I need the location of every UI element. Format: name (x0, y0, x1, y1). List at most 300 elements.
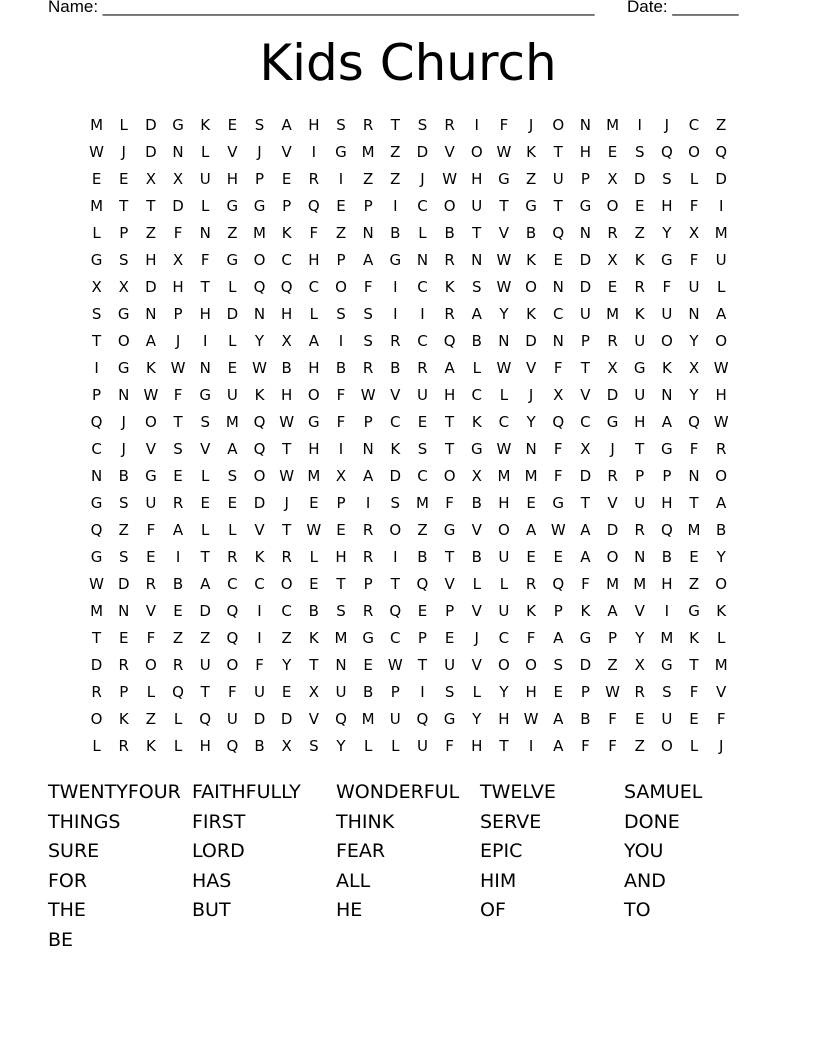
grid-letter: E (173, 602, 183, 620)
grid-letter: L (92, 224, 101, 242)
grid-letter: T (200, 683, 210, 701)
grid-letter: H (335, 548, 347, 566)
grid-letter: J (528, 116, 534, 134)
grid-letter: S (227, 467, 238, 485)
word-list-item: ALL (336, 869, 371, 892)
grid-letter: W (387, 656, 403, 674)
grid-letter: Q (552, 413, 565, 431)
grid-letter: A (553, 737, 564, 755)
grid-letter: F (608, 710, 617, 728)
grid-letter: G (443, 521, 456, 539)
grid-letter: D (389, 467, 402, 485)
grid-letter: Q (307, 197, 320, 215)
grid-letter: W (306, 521, 322, 539)
grid-letter: D (199, 602, 211, 620)
grid-letter: T (282, 521, 292, 539)
grid-letter: E (526, 494, 536, 512)
grid-letter: L (689, 737, 699, 755)
grid-letter: W (713, 359, 729, 377)
word-list-item: BUT (192, 899, 231, 922)
grid-letter: P (580, 332, 590, 350)
grid-letter: W (523, 710, 539, 728)
grid-letter: Z (688, 575, 700, 593)
grid-letter: U (416, 737, 428, 755)
grid-letter: G (90, 251, 103, 269)
grid-letter: J (284, 494, 289, 512)
grid-letter: E (336, 521, 346, 539)
grid-letter: A (172, 521, 184, 539)
word-list-item: SERVE (480, 810, 542, 833)
grid-letter: B (172, 575, 184, 593)
grid-letter: H (308, 359, 320, 377)
grid-letter: U (552, 170, 564, 188)
grid-letter: L (716, 278, 726, 296)
grid-letter: R (227, 548, 238, 566)
grid-letter: R (362, 548, 374, 566)
grid-letter: D (145, 116, 157, 134)
grid-letter: F (581, 737, 590, 755)
grid-letter: B (444, 224, 455, 242)
grid-letter: M (90, 197, 104, 215)
grid-letter: B (471, 494, 482, 512)
grid-letter: G (688, 602, 700, 620)
grid-letter: C (580, 413, 591, 431)
grid-letter: L (391, 737, 400, 755)
grid-letter: H (226, 170, 238, 188)
grid-letter: I (257, 629, 262, 647)
grid-letter: D (117, 575, 130, 593)
grid-letter: T (689, 656, 699, 674)
grid-letter: L (201, 143, 210, 161)
grid-letter: R (444, 116, 455, 134)
grid-letter: O (660, 737, 673, 755)
grid-letter: H (715, 386, 727, 404)
grid-letter: C (417, 278, 428, 296)
grid-letter: S (336, 305, 346, 323)
grid-letter: L (499, 386, 509, 404)
grid-letter: N (688, 305, 700, 323)
grid-letter: R (118, 656, 129, 674)
grid-letter: V (444, 143, 455, 161)
grid-letter: Z (525, 170, 537, 188)
grid-letter: E (607, 278, 618, 296)
grid-letter: W (252, 359, 267, 377)
grid-letter: B (471, 332, 482, 350)
grid-letter: F (228, 683, 237, 701)
grid-letter: Q (280, 278, 293, 296)
grid-letter: H (281, 305, 293, 323)
grid-letter: J (664, 116, 670, 134)
grid-letter: C (281, 251, 292, 269)
grid-letter: Z (716, 116, 727, 134)
grid-letter: V (525, 359, 537, 377)
grid-letter: U (688, 278, 700, 296)
grid-letter: C (498, 413, 510, 431)
grid-letter: T (553, 143, 563, 161)
word-list-item: DONE (624, 810, 680, 833)
grid-letter: F (173, 386, 183, 404)
word-list-item: THE (48, 899, 86, 922)
grid-letter: L (201, 521, 210, 539)
grid-row (83, 112, 735, 139)
grid-letter: P (173, 305, 183, 323)
grid-letter: V (634, 602, 645, 620)
grid-letter: N (552, 332, 564, 350)
grid-letter: T (472, 224, 482, 242)
grid-letter: X (172, 251, 184, 269)
grid-letter: C (254, 575, 265, 593)
grid-letter: R (634, 683, 645, 701)
grid-letter: X (688, 224, 700, 242)
grid-letter: M (225, 413, 239, 431)
word-list-item: LORD (192, 840, 245, 863)
grid-letter: F (608, 737, 617, 755)
grid-letter: K (634, 305, 645, 323)
grid-letter: R (362, 521, 374, 539)
grid-letter: D (633, 170, 646, 188)
grid-letter: I (393, 548, 398, 566)
grid-letter: S (553, 656, 563, 674)
grid-letter: L (689, 170, 699, 188)
grid-letter: A (471, 305, 482, 323)
word-list-item: YOU (624, 840, 664, 863)
grid-letter: T (580, 359, 590, 377)
grid-letter: Y (254, 332, 265, 350)
grid-letter: A (281, 116, 292, 134)
grid-letter: R (172, 656, 184, 674)
grid-letter: S (472, 278, 482, 296)
grid-letter: T (146, 197, 156, 215)
grid-letter: V (444, 575, 455, 593)
grid-letter: R (525, 575, 537, 593)
grid-letter: Q (660, 521, 673, 539)
grid-letter: R (390, 332, 401, 350)
grid-letter: L (228, 278, 237, 296)
grid-letter: D (145, 278, 157, 296)
grid-row (83, 166, 735, 193)
grid-letter: K (444, 278, 455, 296)
grid-letter: T (282, 440, 292, 458)
grid-letter: H (498, 494, 510, 512)
grid-letter: P (445, 602, 455, 620)
grid-letter: G (661, 656, 673, 674)
grid-letter: L (201, 197, 210, 215)
grid-letter: H (308, 440, 320, 458)
grid-letter: M (524, 467, 538, 485)
grid-letter: G (199, 386, 212, 404)
grid-letter: A (227, 440, 238, 458)
grid-letter: F (689, 197, 699, 215)
grid-letter: Z (363, 170, 374, 188)
grid-row (83, 706, 735, 733)
grid-letter: D (172, 197, 184, 215)
grid-letter: X (172, 170, 184, 188)
grid-letter: T (173, 413, 183, 431)
grid-letter: R (607, 467, 618, 485)
grid-letter: V (200, 440, 211, 458)
grid-letter: G (579, 629, 592, 647)
word-list-item: HE (336, 899, 363, 922)
grid-letter: E (444, 629, 455, 647)
grid-letter: A (716, 305, 727, 323)
grid-letter: Q (199, 710, 212, 728)
grid-letter: V (471, 602, 482, 620)
grid-letter: U (634, 494, 646, 512)
grid-letter: W (279, 467, 295, 485)
grid-letter: D (226, 305, 239, 323)
grid-letter: Y (662, 224, 672, 242)
grid-letter: B (254, 737, 265, 755)
grid-letter: P (254, 170, 265, 188)
grid-letter: B (661, 548, 672, 566)
word-list (48, 778, 768, 956)
grid-letter: W (143, 386, 159, 404)
grid-letter: E (417, 602, 428, 620)
grid-letter: O (470, 143, 483, 161)
grid-letter: V (281, 143, 292, 161)
grid-letter: V (145, 602, 157, 620)
grid-row (83, 571, 735, 598)
grid-letter: L (146, 683, 156, 701)
grid-letter: M (606, 305, 620, 323)
grid-letter: A (580, 521, 591, 539)
grid-letter: O (253, 467, 266, 485)
name-field[interactable]: Name: ____________________________________________________ (48, 0, 595, 16)
grid-letter: H (579, 143, 592, 161)
grid-letter: D (606, 386, 619, 404)
grid-letter: F (662, 278, 672, 296)
grid-letter: I (175, 548, 181, 566)
grid-letter: L (418, 224, 427, 242)
grid-letter: O (715, 575, 728, 593)
grid-letter: S (662, 170, 672, 188)
grid-letter: K (661, 359, 672, 377)
grid-letter: P (580, 170, 590, 188)
grid-letter: X (688, 359, 700, 377)
grid-letter: Z (172, 629, 184, 647)
grid-letter: H (281, 386, 293, 404)
grid-letter: J (610, 440, 615, 458)
grid-letter: S (363, 305, 373, 323)
grid-letter: G (226, 251, 239, 269)
grid-letter: H (661, 494, 673, 512)
grid-letter: H (172, 278, 184, 296)
grid-letter: X (308, 683, 319, 701)
grid-letter: A (525, 521, 537, 539)
grid-letter: I (393, 278, 398, 296)
grid-letter: N (688, 467, 700, 485)
grid-letter: Z (634, 224, 645, 242)
grid-letter: G (661, 440, 673, 458)
word-list-row (48, 837, 768, 867)
grid-letter: B (471, 548, 482, 566)
grid-letter: D (606, 521, 619, 539)
grid-letter: A (200, 575, 211, 593)
grid-letter: Q (443, 332, 456, 350)
grid-letter: N (172, 143, 184, 161)
word-list-item: HAS (192, 869, 232, 892)
grid-letter: F (255, 656, 264, 674)
grid-letter: K (118, 710, 129, 728)
grid-letter: O (606, 197, 619, 215)
grid-letter: E (227, 116, 238, 134)
grid-letter: O (660, 332, 673, 350)
grid-letter: O (253, 251, 266, 269)
date-field[interactable]: Date: _______ (627, 0, 739, 16)
word-list-item: HIM (480, 869, 517, 892)
grid-letter: D (280, 710, 293, 728)
grid-letter: T (445, 440, 455, 458)
grid-letter: T (635, 440, 645, 458)
grid-letter: O (117, 332, 130, 350)
grid-letter: X (580, 440, 591, 458)
grid-letter: Y (472, 710, 482, 728)
grid-letter: C (390, 629, 401, 647)
grid-letter: Z (390, 170, 401, 188)
grid-letter: M (334, 629, 348, 647)
grid-letter: B (525, 224, 537, 242)
grid-letter: X (145, 170, 157, 188)
grid-letter: I (257, 602, 262, 620)
grid-letter: Z (227, 224, 238, 242)
grid-letter: I (420, 305, 425, 323)
grid-letter: K (634, 251, 645, 269)
grid-letter: S (634, 143, 645, 161)
grid-letter: G (226, 197, 239, 215)
grid-letter: C (417, 332, 428, 350)
grid-letter: U (199, 170, 211, 188)
page-title: Kids Church (259, 34, 557, 92)
grid-letter: M (633, 575, 647, 593)
grid-letter: T (91, 629, 102, 647)
grid-letter: S (309, 737, 319, 755)
word-list-item: SURE (48, 840, 100, 863)
grid-letter: F (336, 413, 346, 431)
grid-letter: N (90, 467, 103, 485)
grid-letter: Y (635, 629, 645, 647)
grid-row (83, 409, 735, 436)
word-list-item: WONDERFUL (336, 781, 460, 803)
grid-letter: Y (499, 305, 509, 323)
grid-letter: R (715, 440, 727, 458)
word-list-row (48, 926, 768, 956)
grid-letter: C (227, 575, 238, 593)
grid-letter: R (607, 224, 618, 242)
grid-letter: O (226, 656, 239, 674)
grid-letter: R (417, 359, 428, 377)
grid-letter: B (417, 548, 428, 566)
grid-letter: N (416, 251, 429, 269)
grid-letter: Y (499, 683, 509, 701)
grid-letter: G (117, 359, 130, 377)
grid-letter: L (716, 629, 726, 647)
grid-letter: L (92, 737, 101, 755)
grid-letter: G (389, 251, 402, 269)
grid-letter: I (338, 440, 344, 458)
grid-letter: H (199, 737, 211, 755)
grid-letter: S (336, 602, 346, 620)
grid-letter: Q (253, 440, 266, 458)
grid-letter: E (146, 548, 156, 566)
grid-letter: S (363, 332, 373, 350)
grid-letter: M (415, 494, 429, 512)
grid-letter: N (362, 440, 374, 458)
grid-letter: F (689, 683, 699, 701)
grid-letter: H (145, 251, 157, 269)
grid-letter: Z (200, 629, 211, 647)
word-list-item: FAITHFULLY (192, 781, 301, 803)
grid-letter: L (228, 521, 237, 539)
word-list-item: TO (624, 899, 651, 922)
grid-letter: A (308, 332, 319, 350)
grid-letter: B (716, 521, 727, 539)
grid-letter: F (553, 359, 563, 377)
word-list-item: TWELVE (480, 781, 556, 803)
grid-letter: E (363, 656, 373, 674)
grid-letter: W (496, 143, 512, 161)
grid-letter: D (525, 332, 537, 350)
grid-letter: P (336, 251, 346, 269)
grid-letter: O (525, 656, 537, 674)
grid-letter: A (363, 251, 374, 269)
grid-letter: P (608, 629, 618, 647)
grid-letter: K (281, 224, 292, 242)
grid-letter: S (118, 548, 129, 566)
grid-letter: L (472, 683, 481, 701)
grid-letter: D (715, 170, 727, 188)
grid-letter: Y (689, 332, 699, 350)
grid-letter: S (200, 413, 210, 431)
grid-letter: P (662, 467, 672, 485)
grid-letter: T (200, 278, 210, 296)
grid-letter: Q (253, 278, 266, 296)
grid-row (83, 625, 735, 652)
grid-letter: T (390, 116, 400, 134)
grid-letter: V (580, 386, 591, 404)
grid-letter: Y (716, 548, 726, 566)
grid-letter: O (498, 521, 510, 539)
grid-letter: F (445, 494, 454, 512)
grid-letter: O (144, 413, 157, 431)
grid-letter: X (607, 170, 618, 188)
grid-letter: J (121, 440, 126, 458)
grid-letter: K (526, 143, 536, 161)
grid-letter: B (281, 359, 292, 377)
grid-letter: T (309, 656, 319, 674)
grid-letter: C (688, 116, 700, 134)
grid-letter: B (118, 467, 129, 485)
word-list-row (48, 896, 768, 926)
grid-letter: E (553, 251, 563, 269)
grid-row (83, 544, 735, 571)
grid-letter: G (145, 467, 157, 485)
grid-row (83, 355, 735, 382)
grid-letter: E (689, 710, 699, 728)
grid-letter: L (228, 332, 237, 350)
grid-letter: V (390, 386, 401, 404)
grid-letter: E (281, 683, 292, 701)
grid-letter: W (360, 386, 376, 404)
grid-letter: U (471, 197, 483, 215)
grid-letter: F (146, 629, 156, 647)
grid-letter: R (634, 278, 645, 296)
grid-letter: S (254, 116, 265, 134)
grid-letter: S (662, 683, 672, 701)
grid-letter: G (335, 143, 347, 161)
grid-letter: T (499, 197, 509, 215)
grid-letter: G (253, 197, 266, 215)
grid-row (83, 382, 735, 409)
